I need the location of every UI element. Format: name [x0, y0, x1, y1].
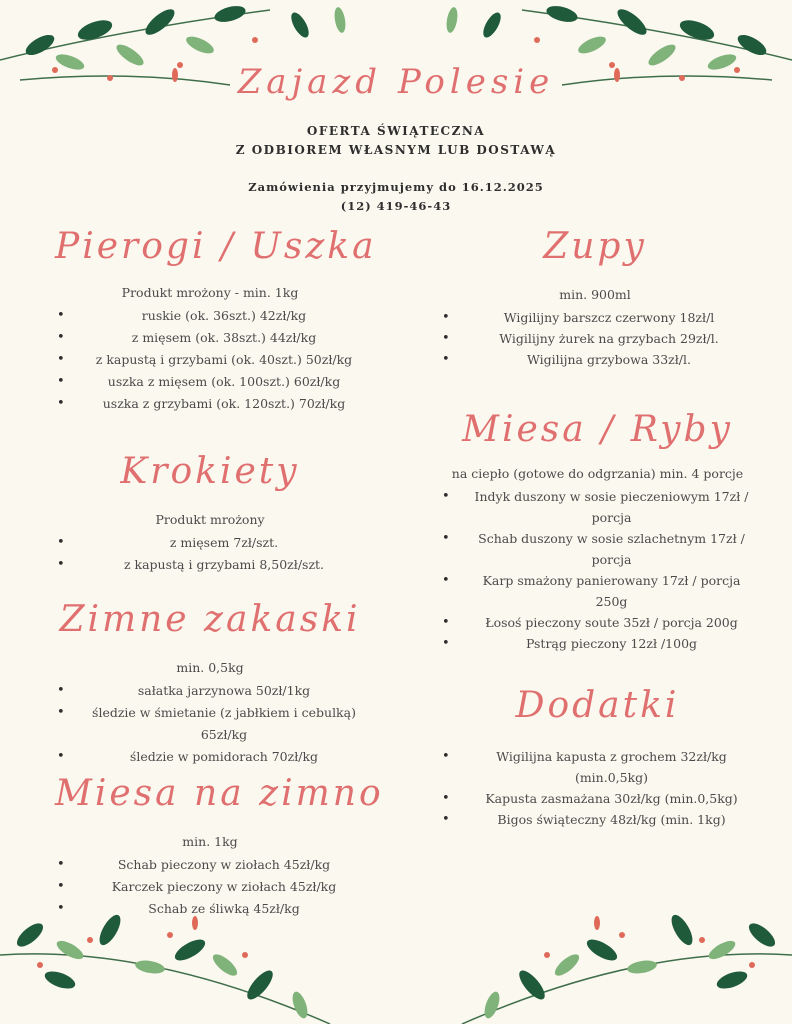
- list-item: • uszka z mięsem (ok. 100szt.) 60zł/kg: [55, 371, 365, 393]
- list-item: • Łosoś pieczony soute 35zł / porcja 200g: [440, 612, 755, 633]
- section-zimne-zakaski: [55, 598, 365, 768]
- offer-line-1: OFERTA ŚWIĄTECZNA: [306, 124, 486, 138]
- list-item: • Indyk duszony w sosie pieczeniowym 17zł / porcja: [440, 486, 755, 528]
- section-title: Zupy: [543, 226, 647, 267]
- list-item: • Wigilijny barszcz czerwony 18zł/l: [440, 307, 750, 328]
- section-pierogi: [55, 225, 377, 415]
- section-dodatki: [440, 684, 755, 830]
- section-note: na ciepło (gotowe do odgrzania) min. 4 porcje: [451, 466, 744, 481]
- section-title: Krokiety: [120, 451, 300, 492]
- section-note: min. 1kg: [182, 834, 238, 849]
- item-list: [440, 746, 755, 830]
- list-item: • Schab duszony w sosie szlachetnym 17zł / porcja: [440, 528, 755, 570]
- restaurant-name: Zajazd Polesie: [237, 62, 555, 102]
- list-item: • z kapustą i grzybami 8,50zł/szt.: [55, 554, 365, 576]
- section-title: Zimne zakaski: [59, 599, 361, 640]
- phone-number: (12) 419-46-43: [340, 199, 452, 213]
- item-list: [55, 854, 365, 920]
- item-list: [440, 486, 755, 654]
- list-item: • z kapustą i grzybami (ok. 40szt.) 50zł/kg: [55, 349, 365, 371]
- section-note: Produkt mrożony: [155, 512, 265, 527]
- item-list: [440, 307, 750, 370]
- list-item: • Kapusta zasmażana 30zł/kg (min.0,5kg): [440, 788, 755, 809]
- list-item: • z mięsem (ok. 38szt.) 44zł/kg: [55, 327, 365, 349]
- list-item: • Wigilijny żurek na grzybach 29zł/l.: [440, 328, 750, 349]
- order-deadline: Zamówienia przyjmujemy do 16.12.2025: [248, 180, 544, 194]
- section-miesa-ryby: [440, 408, 755, 654]
- list-item: • z mięsem 7zł/szt.: [55, 532, 365, 554]
- offer-heading: [0, 122, 792, 160]
- list-item: • Bigos świąteczny 48zł/kg (min. 1kg): [440, 809, 755, 830]
- list-item: • śledzie w śmietanie (z jabłkiem i cebulką) 65zł/kg: [55, 702, 365, 746]
- list-item: • Karczek pieczony w ziołach 45zł/kg: [55, 876, 365, 898]
- offer-line-2: Z ODBIOREM WŁASNYM LUB DOSTAWĄ: [235, 143, 557, 157]
- section-note: min. 0,5kg: [176, 660, 244, 675]
- item-list: [55, 305, 365, 415]
- list-item: • sałatka jarzynowa 50zł/1kg: [55, 680, 365, 702]
- item-list: [55, 532, 365, 576]
- section-title: Miesa / Ryby: [462, 409, 733, 450]
- list-item: • Karp smażony panierowany 17zł / porcja 250g: [440, 570, 755, 612]
- order-info: [0, 178, 792, 216]
- list-item: • Wigilijna grzybowa 33zł/l.: [440, 349, 750, 370]
- list-item: • Pstrąg pieczony 12zł /100g: [440, 633, 755, 654]
- section-zupy: [440, 225, 750, 370]
- list-item: • ruskie (ok. 36szt.) 42zł/kg: [55, 305, 365, 327]
- list-item: • Schab ze śliwką 45zł/kg: [55, 898, 365, 920]
- bottom-garland-decoration: [0, 905, 792, 1024]
- list-item: • Schab pieczony w ziołach 45zł/kg: [55, 854, 365, 876]
- list-item: • śledzie w pomidorach 70zł/kg: [55, 746, 365, 768]
- section-title: Dodatki: [515, 685, 680, 726]
- section-note: Produkt mrożony - min. 1kg: [121, 285, 299, 300]
- section-krokiety: [55, 450, 365, 576]
- section-miesa-na-zimno: [55, 772, 384, 920]
- list-item: • uszka z grzybami (ok. 120szt.) 70zł/kg: [55, 393, 365, 415]
- section-note: min. 900ml: [559, 287, 631, 302]
- section-title: Miesa na zimno: [55, 773, 384, 814]
- section-title: Pierogi / Uszka: [55, 226, 377, 267]
- item-list: [55, 680, 365, 768]
- list-item: • Wigilijna kapusta z grochem 32zł/kg (min.0,5kg): [440, 746, 755, 788]
